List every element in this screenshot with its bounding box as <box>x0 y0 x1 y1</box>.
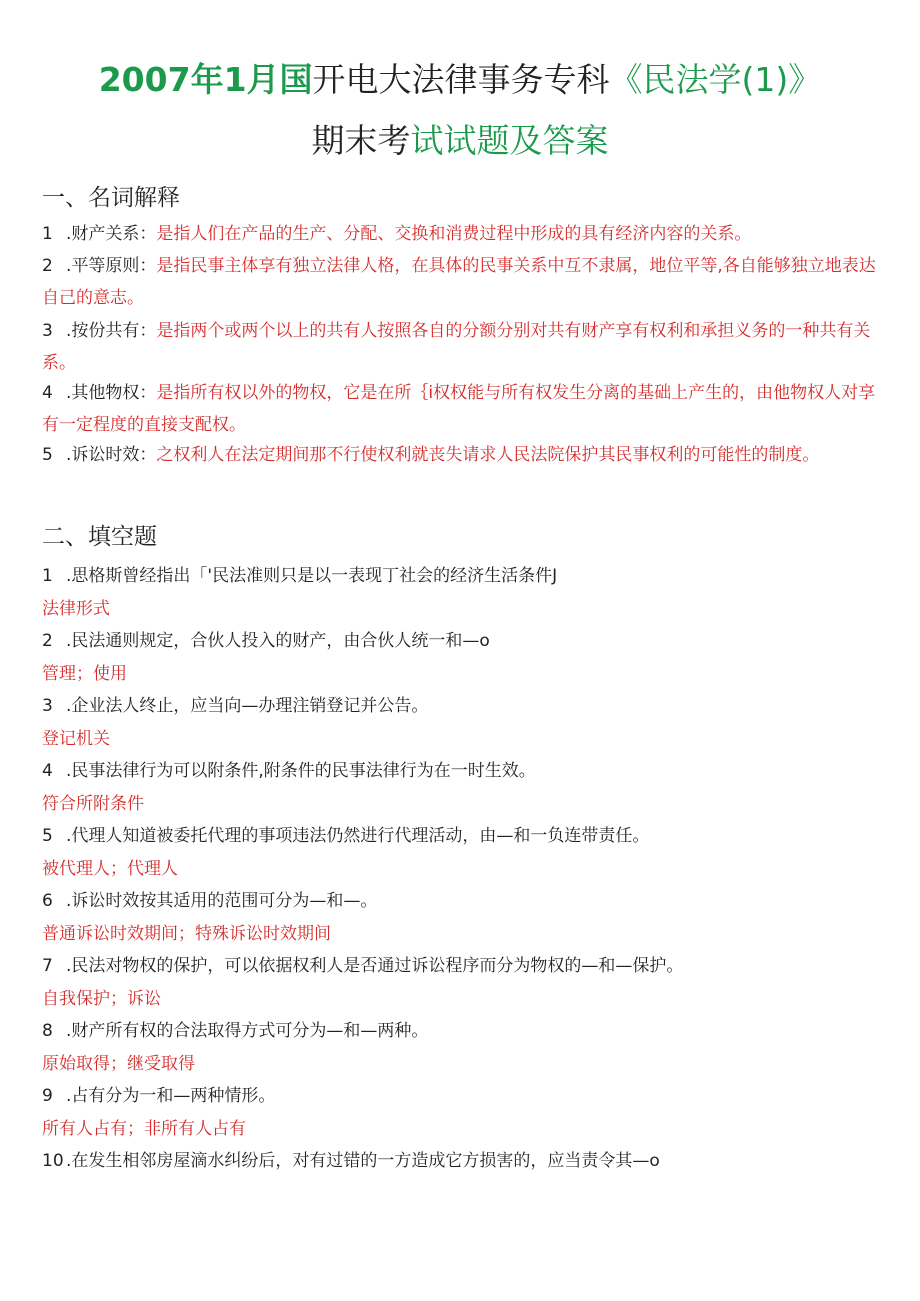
answer-line: 登记机关 <box>42 729 110 749</box>
item-number: 8 <box>42 1021 53 1041</box>
title-line1-green-a: 2007年1月国 <box>98 60 313 99</box>
title-line1-black: 开电大法律事务专科 <box>312 60 610 99</box>
question-line <box>42 821 880 846</box>
item-number: 6 <box>42 891 53 911</box>
question-line <box>42 1081 880 1106</box>
term-label: .其他物权： <box>66 383 157 403</box>
question-line <box>42 561 880 586</box>
item-number: 5 <box>42 445 53 465</box>
title-line1-green-b: 《民法学(1)》 <box>609 60 822 99</box>
section1-heading: 一、名词解释 <box>42 185 180 211</box>
question-line <box>42 756 880 781</box>
item-number: 1 <box>42 224 53 244</box>
question-text: .民法通则规定，合伙人投入的财产，由合伙人统一和—o <box>66 631 490 651</box>
definition-text: 是指民事主体享有独立法律人格，在具体的民事关系中互不隶属，地位平等,各自能够独立地表达自己的意志。 <box>42 256 876 308</box>
definition-item <box>42 439 880 471</box>
answer-line: 管理；使用 <box>42 664 127 684</box>
definition-text: 是指两个或两个以上的共有人按照各自的分额分别对共有财产享有权利和承担义务的一种共有关系。 <box>42 321 871 373</box>
answer-line: 所有人占有；非所有人占有 <box>42 1119 246 1139</box>
title-line2-green-b: 及答案 <box>509 121 609 160</box>
title-line2-black: 期末考 <box>311 121 411 160</box>
question-text: .民事法律行为可以附条件,附条件的民事法律行为在一时生效。 <box>66 761 536 781</box>
item-number: 4 <box>42 761 53 781</box>
definition-item <box>42 377 880 441</box>
item-number: 5 <box>42 826 53 846</box>
question-line <box>42 1146 880 1171</box>
section2-heading: 二、填空题 <box>42 524 157 550</box>
document-title-line2 <box>0 115 920 162</box>
question-text: .诉讼时效按其适用的范围可分为—和—。 <box>66 891 378 911</box>
definition-item <box>42 218 880 250</box>
question-line <box>42 691 880 716</box>
item-number: 3 <box>42 696 53 716</box>
item-number: 4 <box>42 383 53 403</box>
item-number: 2 <box>42 256 53 276</box>
item-number: 10 <box>42 1151 64 1171</box>
item-number: 1 <box>42 566 53 586</box>
definition-text: 是指所有权以外的物权，它是在所｛i权权能与所有权发生分离的基础上产生的，由他物权人对享有一定程度的直接支配权。 <box>42 383 876 435</box>
definition-text: 之权利人在法定期间那不行使权利就丧失请求人民法院保护其民事权利的可能性的制度。 <box>156 445 820 465</box>
term-label: .财产关系： <box>66 224 157 244</box>
term-label: .平等原则： <box>66 256 157 276</box>
answer-line: 法律形式 <box>42 599 110 619</box>
question-text: .在发生相邻房屋滴水纠纷后，对有过错的一方造成它方损害的，应当责令其—o <box>66 1151 660 1171</box>
answer-line: 符合所附条件 <box>42 794 144 814</box>
question-text: .民法对物权的保护，可以依据权利人是否通过诉讼程序而分为物权的—和—保护。 <box>66 956 684 976</box>
answer-line: 被代理人；代理人 <box>42 859 178 879</box>
document-title-line1 <box>0 54 920 101</box>
answer-line: 自我保护；诉讼 <box>42 989 161 1009</box>
question-text: .企业法人终止，应当向—办理注销登记并公告。 <box>66 696 429 716</box>
title-line2-green-a: 试试题 <box>410 121 510 160</box>
answer-line: 普通诉讼时效期间；特殊诉讼时效期间 <box>42 924 331 944</box>
definition-item <box>42 315 880 379</box>
question-text: .财产所有权的合法取得方式可分为—和—两种。 <box>66 1021 429 1041</box>
item-number: 7 <box>42 956 53 976</box>
definition-text: 是指人们在产品的生产、分配、交换和消费过程中形成的具有经济内容的关系。 <box>156 224 752 244</box>
item-number: 2 <box>42 631 53 651</box>
question-text: .占有分为一和—两种情形。 <box>66 1086 276 1106</box>
item-number: 3 <box>42 321 53 341</box>
question-text: .思格斯曾经指出「'民法准则只是以一表现丁社会的经济生活条件J <box>66 566 558 586</box>
question-text: .代理人知道被委托代理的事项违法仍然进行代理活动，由—和一负连带责任。 <box>66 826 650 846</box>
question-line <box>42 951 880 976</box>
question-line <box>42 626 880 651</box>
term-label: .按份共有： <box>66 321 157 341</box>
term-label: .诉讼时效： <box>66 445 157 465</box>
definition-item <box>42 250 880 314</box>
question-line <box>42 1016 880 1041</box>
item-number: 9 <box>42 1086 53 1106</box>
answer-line: 原始取得；继受取得 <box>42 1054 195 1074</box>
question-line <box>42 886 880 911</box>
